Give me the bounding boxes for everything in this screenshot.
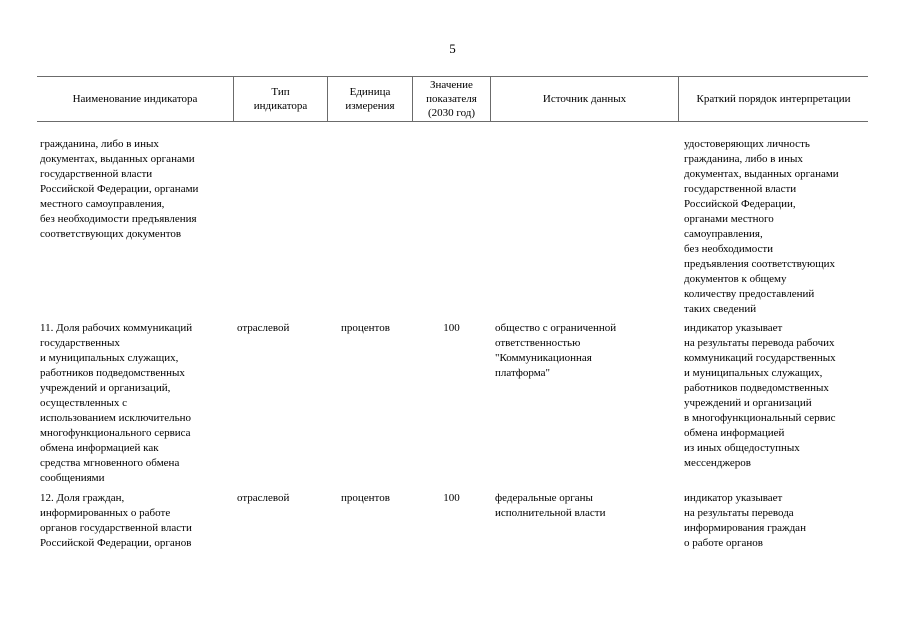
data-source-cell: федеральные органы исполнительной власти <box>495 492 606 519</box>
indicator-name-cell: 12. Доля граждан, информированных о работе органов государственной власти Российской Федерации, органов <box>40 492 192 549</box>
data-source-cell: общество с ограниченной ответственностью "Коммуникационная платформа" <box>495 322 617 379</box>
indicator-type-cell: отраслевой <box>237 322 290 334</box>
interpretation-cell: индикатор указывает на результаты перевода информирования граждан о работе органов <box>684 492 806 549</box>
unit-cell: процентов <box>341 322 390 334</box>
value-cell: 100 <box>443 492 460 504</box>
page-number: 5 <box>449 41 456 56</box>
header-value-2030: Значение показателя (2030 год) <box>426 79 477 119</box>
interpretation-cell: удостоверяющих личность гражданина, либо в иных документах, выданных органами государственной власти Российской Федерации, органами местного самоуправления, без необходимости предъявления соответствующих документов к общему количеству предоставлений таких сведений <box>684 138 839 315</box>
header-unit: Единица измерения <box>345 86 395 112</box>
header-indicator-type: Тип индикатора <box>253 86 308 112</box>
indicator-name-cell: гражданина, либо в иных документах, выданных органами государственной власти Российской Федерации, органами местного самоуправления, без необходимости предъявления соответствующих документов <box>40 138 199 240</box>
indicator-type-cell: отраслевой <box>237 492 290 504</box>
header-data-source: Источник данных <box>542 93 627 105</box>
unit-cell: процентов <box>341 492 390 504</box>
header-interpretation: Краткий порядок интерпретации <box>696 93 851 105</box>
value-cell: 100 <box>443 322 460 334</box>
interpretation-cell: индикатор указывает на результаты перевода рабочих коммуникаций государственных и муниципальных служащих, работников подведомственных учреждений и организаций в многофункциональный сервис обмена информацией из иных общедоступных мессенджеров <box>684 322 836 469</box>
header-indicator-name: Наименование индикатора <box>72 93 198 105</box>
indicator-name-cell: 11. Доля рабочих коммуникаций государственных и муниципальных служащих, работников подведомственных учреждений и организаций, осуществленных с использованием исключительно многофункционального сервиса обмена информацией как средства мгновенного обмена сообщениями <box>40 322 193 484</box>
